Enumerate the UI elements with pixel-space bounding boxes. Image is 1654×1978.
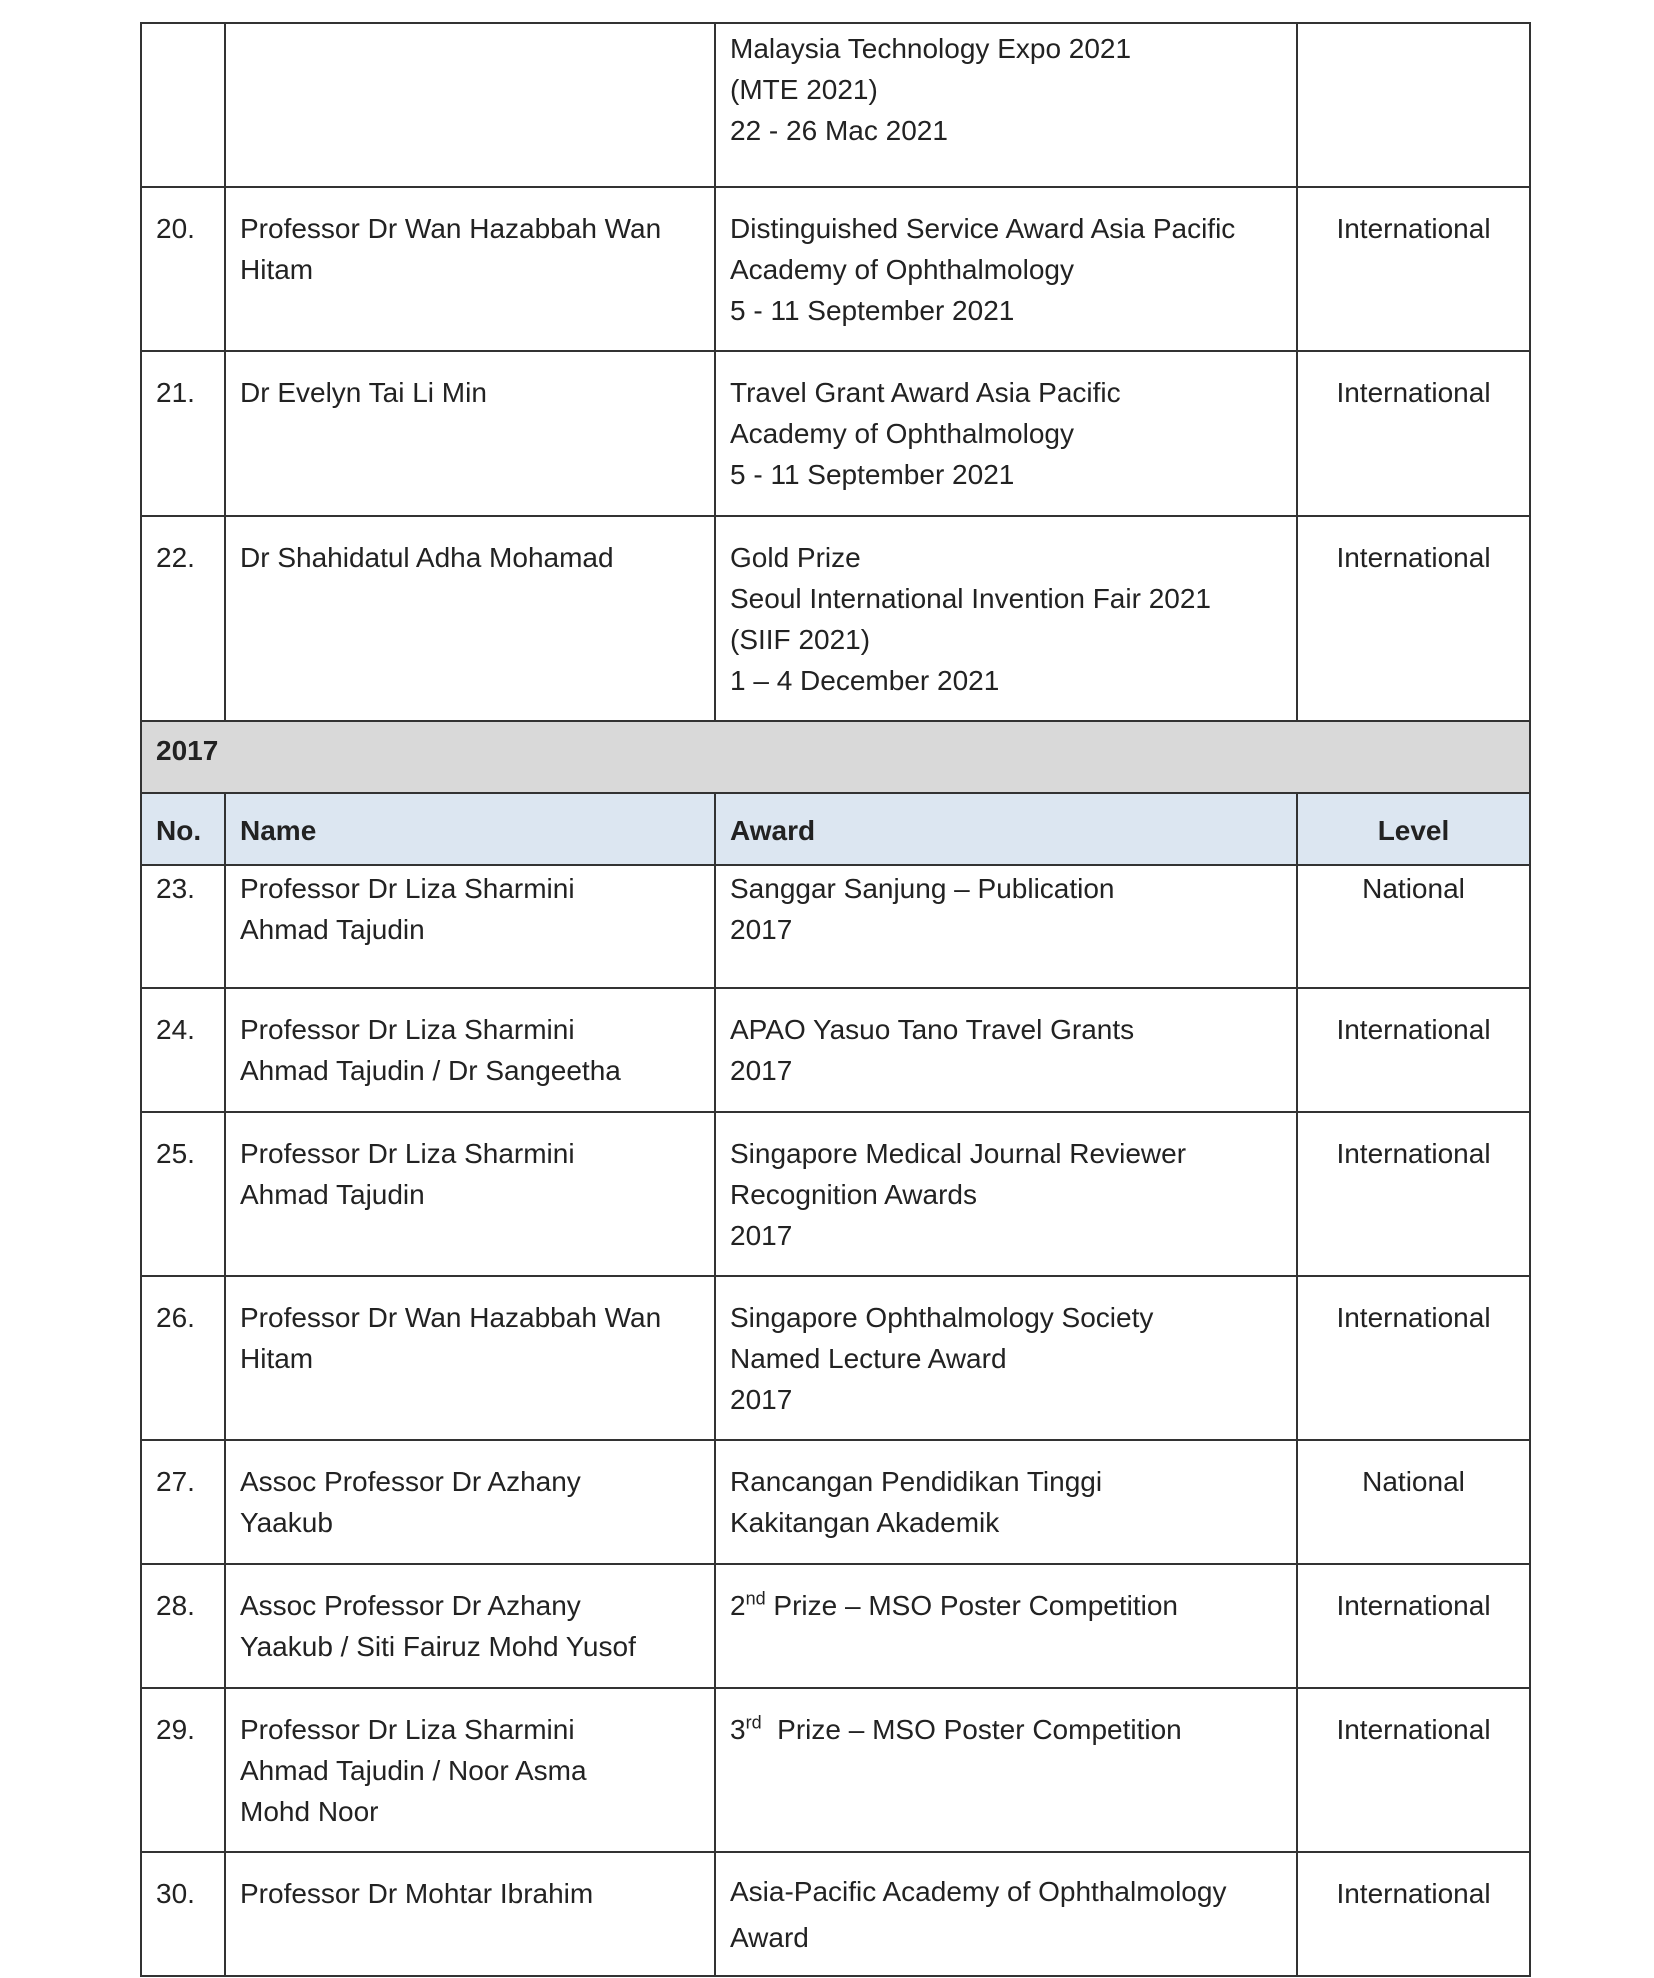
name-line: Dr Shahidatul Adha Mohamad [240, 542, 614, 573]
row-level: International [1297, 1852, 1530, 1976]
award-line: Distinguished Service Award Asia Pacific [730, 213, 1236, 244]
table-row [141, 1112, 1530, 1276]
row-award [715, 1688, 1297, 1852]
award-line: 2017 [730, 914, 793, 945]
table-row [141, 1564, 1530, 1688]
row-number: 30. [141, 1852, 225, 1976]
name-line: Professor Dr Liza Sharmini [240, 1714, 575, 1745]
award-line: Singapore Ophthalmology Society [730, 1302, 1154, 1333]
row-award [715, 865, 1297, 988]
name-line: Professor Dr Liza Sharmini [240, 873, 575, 904]
row-level: International [1297, 1688, 1530, 1852]
row-name [225, 516, 715, 721]
row-award [715, 988, 1297, 1112]
award-line: 1 – 4 December 2021 [730, 665, 1000, 696]
row-award [715, 1852, 1297, 1976]
table-row [141, 187, 1530, 351]
award-line: Academy of Ophthalmology [730, 418, 1074, 449]
name-line: Professor Dr Mohtar Ibrahim [240, 1878, 594, 1909]
row-number [141, 23, 225, 187]
table-row [141, 988, 1530, 1112]
award-line: 2017 [730, 1384, 793, 1415]
award-ordinal-suffix: rd [745, 1712, 762, 1733]
row-name [225, 23, 715, 187]
table-header-row [141, 793, 1530, 865]
row-name [225, 351, 715, 516]
row-number: 20. [141, 187, 225, 351]
row-name [225, 1564, 715, 1688]
table-row [141, 351, 1530, 516]
row-number: 21. [141, 351, 225, 516]
name-line: Dr Evelyn Tai Li Min [240, 377, 487, 408]
row-award [715, 516, 1297, 721]
award-line [730, 1709, 1282, 1750]
row-award [715, 351, 1297, 516]
name-line: Ahmad Tajudin / Dr Sangeetha [240, 1055, 621, 1086]
row-award [715, 1112, 1297, 1276]
award-line [730, 1585, 1282, 1626]
award-line: Asia-Pacific Academy of Ophthalmology [730, 1876, 1227, 1907]
award-line: Rancangan Pendidikan Tinggi [730, 1466, 1103, 1497]
row-number: 22. [141, 516, 225, 721]
award-ordinal-number: 3 [730, 1714, 746, 1745]
header-name: Name [225, 793, 715, 865]
name-line: Professor Dr Liza Sharmini [240, 1014, 575, 1045]
row-award [715, 1564, 1297, 1688]
name-line: Ahmad Tajudin [240, 914, 425, 945]
row-award [715, 187, 1297, 351]
name-line: Hitam [240, 1343, 314, 1374]
award-line: 2017 [730, 1055, 793, 1086]
awards-table [140, 22, 1531, 1977]
row-level [1297, 23, 1530, 187]
name-line: Hitam [240, 254, 314, 285]
name-line: Ahmad Tajudin / Noor Asma [240, 1755, 587, 1786]
header-award: Award [715, 793, 1297, 865]
award-line: Seoul International Invention Fair 2021 [730, 583, 1211, 614]
row-number: 26. [141, 1276, 225, 1440]
award-line: Malaysia Technology Expo 2021 [730, 33, 1132, 64]
award-line: 5 - 11 September 2021 [730, 295, 1015, 326]
award-line: Named Lecture Award [730, 1343, 1007, 1374]
name-line: Assoc Professor Dr Azhany [240, 1466, 581, 1497]
row-level: International [1297, 516, 1530, 721]
row-level: National [1297, 865, 1530, 988]
name-line: Professor Dr Liza Sharmini [240, 1138, 575, 1169]
name-line: Ahmad Tajudin [240, 1179, 425, 1210]
row-award [715, 1440, 1297, 1564]
award-line: 5 - 11 September 2021 [730, 459, 1015, 490]
row-level: International [1297, 1564, 1530, 1688]
table-row [141, 23, 1530, 187]
row-level: International [1297, 187, 1530, 351]
table-row [141, 1276, 1530, 1440]
name-line: Yaakub [240, 1507, 333, 1538]
row-level: International [1297, 1276, 1530, 1440]
header-level: Level [1297, 793, 1530, 865]
header-no: No. [141, 793, 225, 865]
name-line: Assoc Professor Dr Azhany [240, 1590, 581, 1621]
award-line: Award [730, 1922, 809, 1953]
row-level: National [1297, 1440, 1530, 1564]
award-text: Prize – MSO Poster Competition [765, 1590, 1178, 1621]
row-name [225, 187, 715, 351]
table-row [141, 1688, 1530, 1852]
row-name [225, 1276, 715, 1440]
row-name [225, 988, 715, 1112]
row-name [225, 1852, 715, 1976]
row-name [225, 865, 715, 988]
award-line: 2017 [730, 1220, 793, 1251]
table-row [141, 865, 1530, 988]
table-row [141, 1852, 1530, 1976]
row-number: 28. [141, 1564, 225, 1688]
award-line: Academy of Ophthalmology [730, 254, 1074, 285]
award-line: Gold Prize [730, 542, 861, 573]
award-line: Singapore Medical Journal Reviewer [730, 1138, 1187, 1169]
row-level: International [1297, 1112, 1530, 1276]
award-line: 22 - 26 Mac 2021 [730, 115, 948, 146]
name-line: Professor Dr Wan Hazabbah Wan [240, 213, 662, 244]
row-name [225, 1112, 715, 1276]
row-level: International [1297, 351, 1530, 516]
row-award [715, 23, 1297, 187]
row-number: 25. [141, 1112, 225, 1276]
row-number: 24. [141, 988, 225, 1112]
name-line: Yaakub / Siti Fairuz Mohd Yusof [240, 1631, 636, 1662]
award-line: APAO Yasuo Tano Travel Grants [730, 1014, 1135, 1045]
award-line: Recognition Awards [730, 1179, 977, 1210]
row-number: 27. [141, 1440, 225, 1564]
name-line: Professor Dr Wan Hazabbah Wan [240, 1302, 662, 1333]
table-row [141, 516, 1530, 721]
row-number: 29. [141, 1688, 225, 1852]
award-line: Sanggar Sanjung – Publication [730, 873, 1115, 904]
row-award [715, 1276, 1297, 1440]
row-name [225, 1688, 715, 1852]
year-label: 2017 [141, 721, 1530, 793]
table-row [141, 1440, 1530, 1564]
award-ordinal-suffix: nd [745, 1588, 766, 1609]
award-ordinal-number: 2 [730, 1590, 746, 1621]
award-line: (MTE 2021) [730, 74, 878, 105]
award-line: (SIIF 2021) [730, 624, 871, 655]
award-line: Travel Grant Award Asia Pacific [730, 377, 1121, 408]
name-line: Mohd Noor [240, 1796, 379, 1827]
award-line: Kakitangan Akademik [730, 1507, 1000, 1538]
row-name [225, 1440, 715, 1564]
year-section-row [141, 721, 1530, 793]
row-number: 23. [141, 865, 225, 988]
row-level: International [1297, 988, 1530, 1112]
award-text: Prize – MSO Poster Competition [761, 1714, 1182, 1745]
